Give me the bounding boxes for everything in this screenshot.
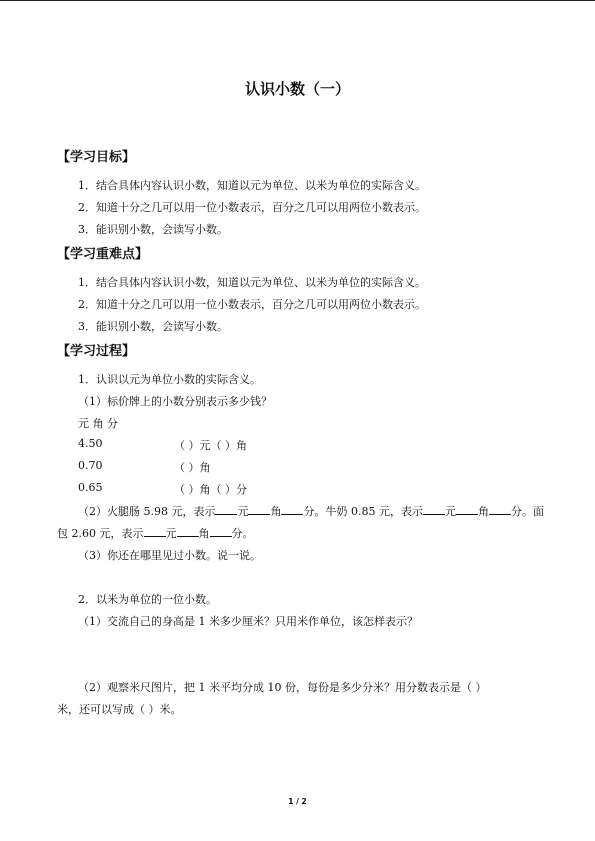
blank[interactable] — [281, 504, 303, 515]
blank[interactable] — [456, 504, 478, 515]
question-2-line-1 — [78, 503, 544, 519]
price-answer-2: （ ）角 — [174, 461, 211, 474]
keypoint-item-3: 3．能识别小数，会读写小数。 — [78, 320, 228, 333]
section-heading-process: 【学习过程】 — [57, 344, 136, 359]
question-2-line-2 — [57, 525, 254, 541]
units-header: 元 角 分 — [78, 417, 118, 430]
q2-unit-jiao: 角 — [198, 527, 210, 540]
blank[interactable] — [177, 526, 199, 537]
keypoint-item-1: 1．结合具体内容认识小数，知道以元为单位、以米为单位的实际含义。 — [78, 276, 426, 289]
q2-text-end: 分。面 — [510, 505, 544, 518]
q2-line2-end: 分。 — [231, 527, 254, 540]
page-title: 认识小数（一） — [244, 80, 350, 98]
question-5-line-2: 米，还可以写成（ ）米。 — [57, 703, 182, 716]
page-number: 1 / 2 — [288, 797, 307, 806]
goal-item-3: 3．能识别小数，会读写小数。 — [78, 223, 228, 236]
blank[interactable] — [144, 526, 166, 537]
q2-text-mid: 分。牛奶 0.85 元，表示 — [303, 505, 423, 518]
section-heading-keypoints: 【学习重难点】 — [57, 247, 149, 262]
blank[interactable] — [248, 504, 270, 515]
question-1: （1）标价牌上的小数分别表示多少钱？ — [78, 395, 272, 408]
price-value-3: 0.65 — [78, 481, 103, 494]
q2-unit-yuan: 元 — [237, 505, 249, 518]
process-step-2: 2．以米为单位的一位小数。 — [78, 593, 217, 606]
blank[interactable] — [489, 504, 511, 515]
q2-unit-jiao: 角 — [270, 505, 282, 518]
price-answer-1: （ ）元（ ）角 — [174, 439, 247, 452]
q2-unit-yuan: 元 — [444, 505, 456, 518]
goal-item-2: 2．知道十分之几可以用一位小数表示，百分之几可以用两位小数表示。 — [78, 201, 426, 214]
q2-line2-start: 包 2.60 元，表示 — [57, 527, 144, 540]
goal-item-1: 1．结合具体内容认识小数，知道以元为单位、以米为单位的实际含义。 — [78, 179, 426, 192]
blank[interactable] — [215, 504, 237, 515]
q2-text-start: （2）火腿肠 5.98 元，表示 — [78, 505, 216, 518]
question-4: （1）交流自己的身高是 1 米多少厘米？只用米作单位，该怎样表示？ — [78, 615, 418, 628]
question-3: （3）你还在哪里见过小数。说一说。 — [78, 549, 261, 562]
q2-unit-yuan: 元 — [165, 527, 177, 540]
section-heading-goals: 【学习目标】 — [57, 150, 136, 165]
price-value-2: 0.70 — [78, 459, 103, 472]
question-5-line-1: （2）观察米尺图片，把 1 米平均分成 10 份，每份是多少分米？用分数表示是（ ） — [78, 681, 487, 694]
keypoint-item-2: 2．知道十分之几可以用一位小数表示，百分之几可以用两位小数表示。 — [78, 298, 426, 311]
process-step-1: 1．认识以元为单位小数的实际含义。 — [78, 373, 261, 386]
blank[interactable] — [210, 526, 232, 537]
price-value-1: 4.50 — [78, 437, 103, 450]
blank[interactable] — [423, 504, 445, 515]
price-answer-3: （ ）角（ ）分 — [174, 483, 247, 496]
top-border-line — [0, 0, 595, 1]
q2-unit-jiao: 角 — [477, 505, 489, 518]
